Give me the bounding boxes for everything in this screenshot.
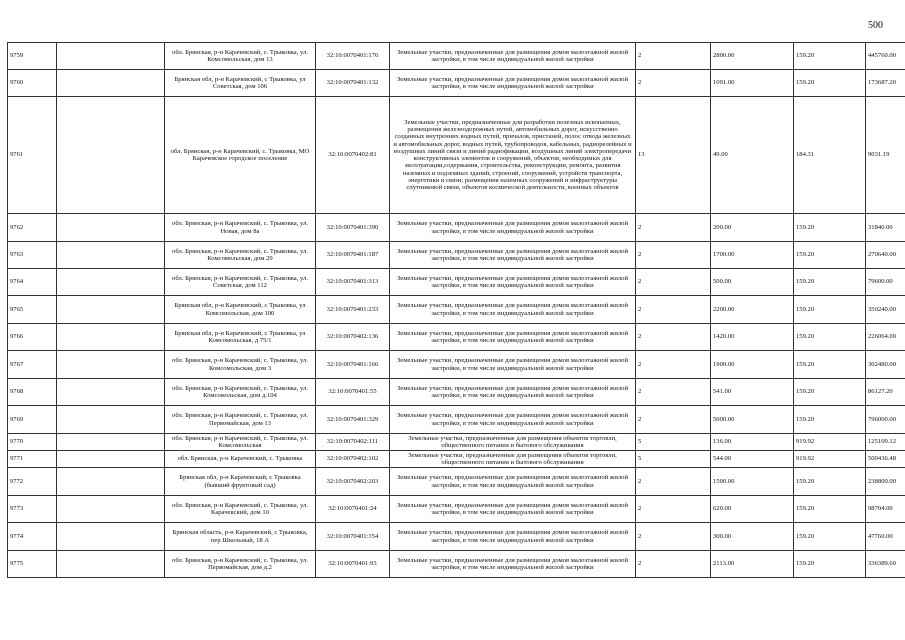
table-row [8,296,905,324]
table-row [8,379,905,406]
cadastral-value: 98704.00 [866,496,905,523]
land-use-type: Земельные участки, предназначенные для размещения объектов торговли, общественного питания и бытового обслуживания [390,451,636,468]
area-value: 544.00 [711,451,794,468]
area-value: 1900.00 [711,351,794,379]
table-row [8,406,905,434]
address-cell: Брянская область, р-н Карачевский, с Трыковка, пер Школьный, 18 А [165,523,316,551]
specific-cadastral-value: 159.20 [794,324,866,351]
area-value: 5000.00 [711,406,794,434]
cadastral-number: 32:10:0070401:187 [316,242,390,269]
row-number: 9763 [8,242,57,269]
row-number: 9762 [8,214,57,242]
specific-cadastral-value: 184.31 [794,97,866,214]
empty-cell [57,351,165,379]
land-use-type: Земельные участки, предназначенные для размещения объектов торговли, общественного питания и бытового обслуживания [390,434,636,451]
land-use-type: Земельные участки, предназначенные для размещения домов малоэтажной жилой застройки, в том числе индивидуальной жилой застройки [390,406,636,434]
table-row [8,214,905,242]
category-code: 2 [636,269,711,296]
category-code: 5 [636,434,711,451]
table-row [8,70,905,97]
land-use-type: Земельные участки, предназначенные для размещения домов малоэтажной жилой застройки, в том числе индивидуальной жилой застройки [390,379,636,406]
cadastral-number: 32:10:0070401:55 [316,379,390,406]
row-number: 9760 [8,70,57,97]
table-row [8,43,905,70]
empty-cell [57,496,165,523]
cadastral-value: 47760.00 [866,523,905,551]
area-value: 2200.00 [711,296,794,324]
specific-cadastral-value: 159.20 [794,523,866,551]
address-cell: обл. Брянская, р-н Карачевский, с. Трыковка, ул. Карачевский, дом 10 [165,496,316,523]
specific-cadastral-value: 159.20 [794,351,866,379]
cadastral-number: 32:10:0070401:176 [316,43,390,70]
table-row [8,269,905,296]
cadastral-value: 79600.00 [866,269,905,296]
address-cell: обл. Брянская, р-н Карачевский, с. Трыковка, ул. Новая, дом 8а [165,214,316,242]
land-use-type: Земельные участки, предназначенные для размещения домов малоэтажной жилой застройки, в том числе индивидуальной жилой застройки [390,214,636,242]
cadastral-value: 86127.20 [866,379,905,406]
cadastral-number: 32:10:0070401:93 [316,551,390,578]
row-number: 9761 [8,97,57,214]
empty-cell [57,242,165,269]
area-value: 300.00 [711,523,794,551]
specific-cadastral-value: 159.20 [794,496,866,523]
area-value: 136.00 [711,434,794,451]
empty-cell [57,468,165,496]
address-cell: обл. Брянская, р-н Карачевский, с. Трыковка, ул. Комсомольская, дом 3 [165,351,316,379]
table-row [8,434,905,451]
category-code: 2 [636,523,711,551]
specific-cadastral-value: 159.20 [794,379,866,406]
cadastral-value: 238800.00 [866,468,905,496]
table-body [8,43,905,578]
area-value: 1500.00 [711,468,794,496]
cadastral-number: 32:10:0070401:313 [316,269,390,296]
specific-cadastral-value: 159.20 [794,468,866,496]
cadastral-number: 32:10:0070401:354 [316,523,390,551]
row-number: 9774 [8,523,57,551]
empty-cell [57,296,165,324]
category-code: 5 [636,451,711,468]
category-code: 2 [636,496,711,523]
empty-cell [57,434,165,451]
table-row [8,324,905,351]
cadastral-number: 32:10:0070402:136 [316,324,390,351]
row-number: 9769 [8,406,57,434]
empty-cell [57,269,165,296]
cadastral-value: 9031.19 [866,97,905,214]
address-cell: обл. Брянская, р-н Карачевский, с. Трыковка, ул. Комсомольская [165,434,316,451]
address-cell: Брянская обл, р-н Карачевский, с Трыковка, ул Советская, дом 106 [165,70,316,97]
address-cell: обл. Брянская, р-н Карачевский, с. Трыковка, ул. Комсомольская, дом 13 [165,43,316,70]
cadastral-number: 32:10:0070401:390 [316,214,390,242]
specific-cadastral-value: 919.92 [794,434,866,451]
table-row [8,523,905,551]
table-row [8,97,905,214]
address-cell: обл. Брянская, р-н Карачевский, с. Трыковка, ул. Первомайская, дом д.2 [165,551,316,578]
address-cell: Брянская обл, р-н Карачевский, с Трыковка (бывший фруктовый сад) [165,468,316,496]
cadastral-number: 32:10:0070402:203 [316,468,390,496]
row-number: 9770 [8,434,57,451]
category-code: 2 [636,296,711,324]
area-value: 541.00 [711,379,794,406]
land-use-type: Земельные участки, предназначенные для размещения домов малоэтажной жилой застройки, в том числе индивидуальной жилой застройки [390,269,636,296]
land-use-type: Земельные участки, предназначенные для разработки полезных ископаемых, размещения железнодорожных путей, автомобильных дорог, искусственно созданных внутренних водных путей, причалов, пристаней, полос отвода железных и автомобильных дорог, водных путей, трубопроводов, кабельных, радиорелейных и воздушных линий связи и линий радиофикации, воздушных линий электропередачи конструктивных элементов и сооружений, объектов, необходимых для эксплуатации,содержания, строительства, реконструкции, ремонта, развития наземных и подземных зданий, строений, сооружений, устройств транспорта, энергетики и связи; размещения наземных сооружений и инфраструктуры спутниковой связи, объектов космической деятельности, военных объектов [390,97,636,214]
land-use-type: Земельные участки, предназначенные для размещения домов малоэтажной жилой застройки, в том числе индивидуальной жилой застройки [390,468,636,496]
empty-cell [57,70,165,97]
row-number: 9773 [8,496,57,523]
table-row [8,551,905,578]
cadastral-value: 350240.00 [866,296,905,324]
area-value: 200.00 [711,214,794,242]
land-use-type: Земельные участки, предназначенные для размещения домов малоэтажной жилой застройки, в том числе индивидуальной жилой застройки [390,324,636,351]
specific-cadastral-value: 159.20 [794,269,866,296]
cadastral-number: 32:10:0070401:329 [316,406,390,434]
specific-cadastral-value: 159.20 [794,406,866,434]
empty-cell [57,523,165,551]
category-code: 2 [636,214,711,242]
row-number: 9772 [8,468,57,496]
cadastral-value: 270640.00 [866,242,905,269]
specific-cadastral-value: 159.20 [794,242,866,269]
address-cell: обл. Брянская, р-н Карачевский, с. Трыковка, ул. Комсомольская, дом 29 [165,242,316,269]
row-number: 9775 [8,551,57,578]
cadastral-number: 32:10:0070401:24 [316,496,390,523]
row-number: 9768 [8,379,57,406]
address-cell: обл. Брянская, р-н Карачевский, с. Трыковка [165,451,316,468]
specific-cadastral-value: 159.20 [794,214,866,242]
category-code: 2 [636,43,711,70]
table-row [8,242,905,269]
area-value: 2800.00 [711,43,794,70]
area-value: 49.00 [711,97,794,214]
land-use-type: Земельные участки, предназначенные для размещения домов малоэтажной жилой застройки, в том числе индивидуальной жилой застройки [390,551,636,578]
category-code: 13 [636,97,711,214]
empty-cell [57,324,165,351]
row-number: 9767 [8,351,57,379]
page-number: 500 [868,20,883,31]
specific-cadastral-value: 919.92 [794,451,866,468]
row-number: 9771 [8,451,57,468]
cadastral-number: 32:10:0070402:111 [316,434,390,451]
address-cell: обл. Брянская, р-н Карачевский, с. Трыковка, ул. Комсомольская, дом д.104 [165,379,316,406]
category-code: 2 [636,324,711,351]
cadastral-value: 500436.48 [866,451,905,468]
row-number: 9764 [8,269,57,296]
category-code: 2 [636,406,711,434]
land-use-type: Земельные участки, предназначенные для размещения домов малоэтажной жилой застройки, в том числе индивидуальной жилой застройки [390,43,636,70]
land-use-type: Земельные участки, предназначенные для размещения домов малоэтажной жилой застройки, в том числе индивидуальной жилой застройки [390,242,636,269]
address-cell: обл. Брянская, р-н Карачевский, с. Трыковка, ул. Советская, дом 112 [165,269,316,296]
cadastral-number: 32:10:0070402:102 [316,451,390,468]
category-code: 2 [636,551,711,578]
table-row [8,351,905,379]
area-value: 500.00 [711,269,794,296]
land-use-type: Земельные участки, предназначенные для размещения домов малоэтажной жилой застройки, в том числе индивидуальной жилой застройки [390,70,636,97]
land-use-type: Земельные участки, предназначенные для размещения домов малоэтажной жилой застройки, в том числе индивидуальной жилой застройки [390,351,636,379]
area-value: 1700.00 [711,242,794,269]
specific-cadastral-value: 159.20 [794,296,866,324]
empty-cell [57,214,165,242]
land-registry-table [7,42,905,578]
cadastral-value: 796000.00 [866,406,905,434]
category-code: 2 [636,351,711,379]
row-number: 9766 [8,324,57,351]
address-cell: Брянская обл, р-н Карачевский, с Трыковка, ул Комсомольская, д 75/1 [165,324,316,351]
cadastral-value: 445760.00 [866,43,905,70]
table-row [8,468,905,496]
area-value: 1420.00 [711,324,794,351]
address-cell: Брянская обл, р-н Карачевский, с Трыковка, ул Комсомольская, дом 100 [165,296,316,324]
cadastral-number: 32:10:0070401:132 [316,70,390,97]
empty-cell [57,451,165,468]
address-cell: обл. Брянская, р-н Карачевский, с. Трыковка, МО Карачевское городское поселение [165,97,316,214]
table-row [8,496,905,523]
specific-cadastral-value: 159.20 [794,551,866,578]
area-value: 1091.00 [711,70,794,97]
area-value: 2113.00 [711,551,794,578]
cadastral-number: 32:10:0070402:81 [316,97,390,214]
cadastral-number: 32:10:0070401:166 [316,351,390,379]
area-value: 620.00 [711,496,794,523]
land-use-type: Земельные участки, предназначенные для размещения домов малоэтажной жилой застройки, в том числе индивидуальной жилой застройки [390,296,636,324]
row-number: 9765 [8,296,57,324]
empty-cell [57,379,165,406]
cadastral-value: 226064.00 [866,324,905,351]
empty-cell [57,406,165,434]
land-use-type: Земельные участки, предназначенные для размещения домов малоэтажной жилой застройки, в том числе индивидуальной жилой застройки [390,496,636,523]
cadastral-value: 336389.60 [866,551,905,578]
cadastral-value: 173687.20 [866,70,905,97]
cadastral-value: 302480.00 [866,351,905,379]
empty-cell [57,43,165,70]
specific-cadastral-value: 159.20 [794,70,866,97]
land-use-type: Земельные участки, предназначенные для размещения домов малоэтажной жилой застройки, в том числе индивидуальной жилой застройки [390,523,636,551]
specific-cadastral-value: 159.20 [794,43,866,70]
empty-cell [57,97,165,214]
cadastral-value: 125109.12 [866,434,905,451]
cadastral-value: 31840.00 [866,214,905,242]
address-cell: обл. Брянская, р-н Карачевский, с. Трыковка, ул. Первомайская, дом 13 [165,406,316,434]
row-number: 9759 [8,43,57,70]
table-row [8,451,905,468]
category-code: 2 [636,70,711,97]
category-code: 2 [636,468,711,496]
category-code: 2 [636,242,711,269]
category-code: 2 [636,379,711,406]
empty-cell [57,551,165,578]
cadastral-number: 32:10:0070401:233 [316,296,390,324]
